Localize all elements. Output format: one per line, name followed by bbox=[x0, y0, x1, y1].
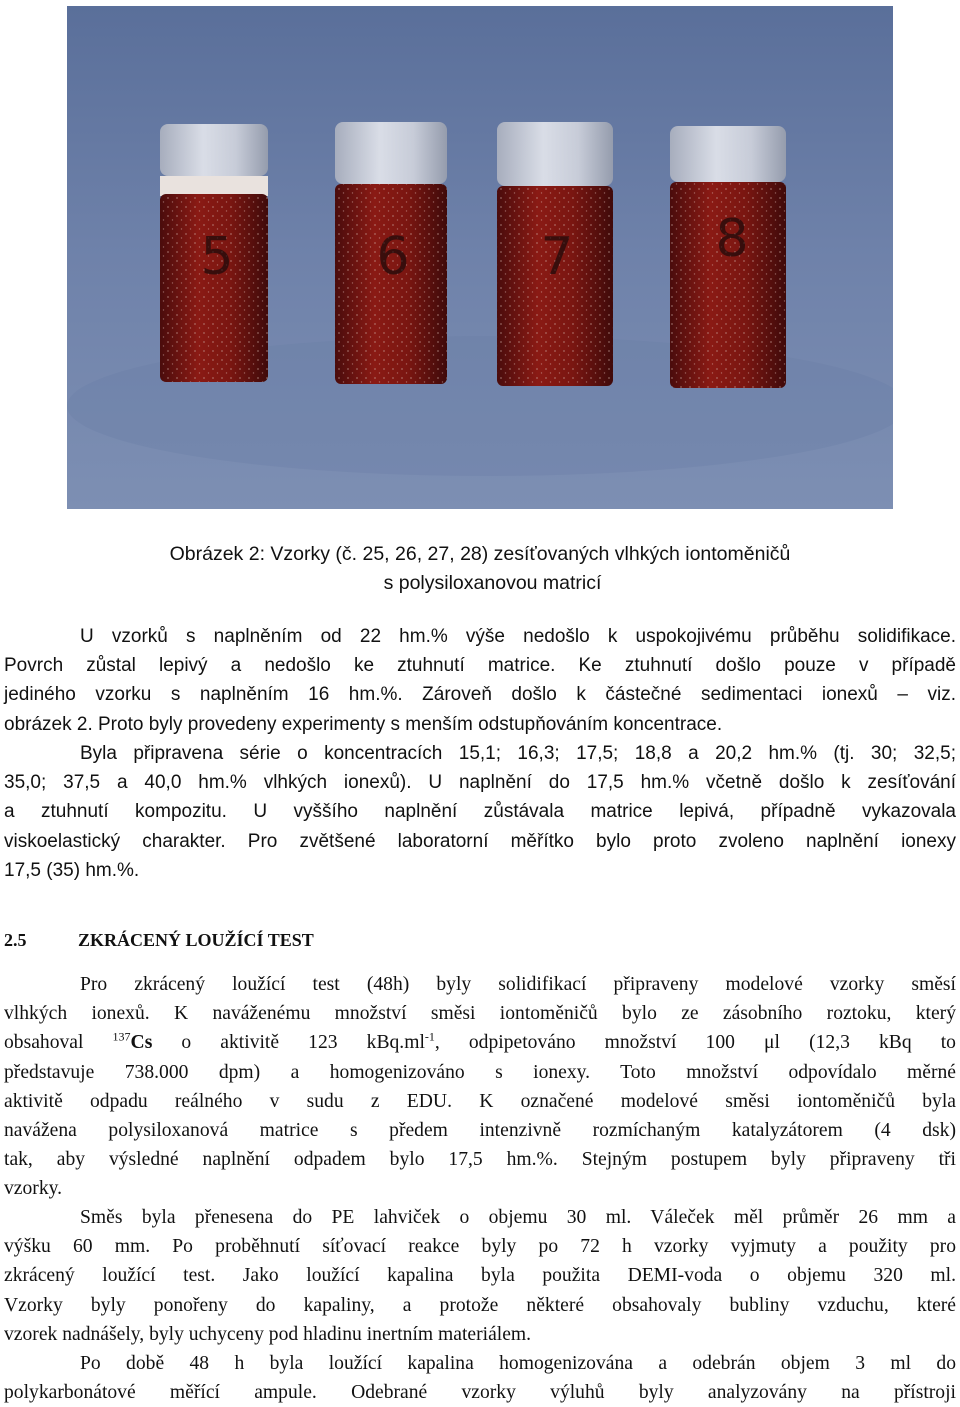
text-line: Povrch zůstal lepivý a nedošlo ke ztuhnutí matrice. Ke ztuhnutí došlo pouze v případě bbox=[4, 655, 956, 677]
svg-text:7: 7 bbox=[540, 227, 574, 287]
text-line: představuje 738.000 dpm) a homogenizováno s ionexy. Toto množství odpovídalo měrné bbox=[4, 1061, 956, 1083]
paragraph-4 bbox=[4, 1203, 956, 1349]
section-heading bbox=[4, 930, 314, 951]
text-line: obrázek 2. Proto byly provedeny experimenty s menším odstupňováním koncentrace. bbox=[4, 713, 723, 735]
text-line: Byla připravena série o koncentracích 15,1; 16,3; 17,5; 18,8 a 20,2 hm.% (tj. 30; 32,5; bbox=[80, 743, 956, 764]
sample-vials-photo bbox=[67, 6, 893, 509]
text-line: vlhkých ionexů. K naváženému množství směsi iontoměničů bylo ze zásobního roztoku, který bbox=[4, 1003, 956, 1025]
text-line: Vzorky byly ponořeny do kapaliny, a protože některé obsahovaly bubliny vzduchu, které bbox=[4, 1294, 956, 1316]
caption-line-2: s polysiloxanovou matricí bbox=[383, 572, 602, 594]
text-line: 17,5 (35) hm.%. bbox=[4, 859, 140, 881]
svg-text:6: 6 bbox=[376, 227, 410, 287]
paragraph-1 bbox=[4, 622, 956, 739]
text-line: Po době 48 h byla loužící kapalina homogenizována a odebrán objem 3 ml do bbox=[80, 1353, 956, 1374]
text-line: Směs byla přenesena do PE lahviček o objemu 30 ml. Váleček měl průměr 26 mm a bbox=[80, 1207, 956, 1228]
paragraph-2 bbox=[4, 739, 956, 885]
paragraph-5 bbox=[4, 1349, 956, 1407]
section-number: 2.5 bbox=[4, 930, 27, 950]
text-line: zkrácený loužící test. Jako loužící kapalina byla použita DEMI-voda o objemu 320 ml. bbox=[4, 1265, 956, 1287]
text-line: 35,0; 37,5 a 40,0 hm.% vlhkých ionexů). U naplnění do 17,5 hm.% včetně došlo k zesíťování bbox=[4, 772, 956, 794]
figure-caption bbox=[0, 540, 960, 598]
text-line: Pro zkrácený loužící test (48h) byly solidifikací připraveny modelové vzorky směsí bbox=[80, 974, 956, 995]
text-line: navážena polysiloxanová matrice s předem intenzivně rozmíchaným katalyzátorem (4 dsk) bbox=[4, 1119, 956, 1141]
text-line: vzorek nadnášely, byly uchyceny pod hladinu inertním materiálem. bbox=[4, 1323, 532, 1345]
section-title: ZKRÁCENÝ LOUŽÍCÍ TEST bbox=[78, 930, 314, 950]
svg-text:5: 5 bbox=[200, 227, 234, 287]
text-line: U vzorků s naplněním od 22 hm.% výše nedošlo k uspokojivému průběhu solidifikace. bbox=[80, 626, 956, 647]
vial-6 bbox=[335, 122, 447, 384]
paragraph-3 bbox=[4, 970, 956, 1204]
text-line: a ztuhnutí kompozitu. U vyššího naplnění zůstávala matrice lepivá, případně vykazovala bbox=[4, 801, 956, 823]
vial-7 bbox=[497, 122, 613, 386]
text-line: jediného vzorku s naplněním 16 hm.%. Zároveň došlo k částečné sedimentaci ionexů – viz. bbox=[4, 684, 956, 706]
svg-text:8: 8 bbox=[715, 209, 749, 269]
text-line-isotope: obsahoval $^{137}$Cs o aktivitě 123 $kBq.ml^{-1}$, odpipetováno množství 100 μl (12,3 kBq to bbox=[4, 1029, 956, 1054]
text-line: aktivitě odpadu reálného v sudu z EDU. K označené modelové směsi iontoměničů byla bbox=[4, 1090, 956, 1112]
text-line: polykarbonátové měřící ampule. Odebrané vzorky výluhů byly analyzovány na přístroji bbox=[4, 1382, 956, 1404]
text-line: viskoelastický charakter. Pro zvětšené laboratorní měřítko bylo proto zvoleno naplnění ionexy bbox=[4, 830, 956, 852]
vial-5 bbox=[160, 124, 268, 382]
vial-8 bbox=[670, 126, 786, 388]
text-line: výšku 60 mm. Po proběhnutí síťovací reakce byly po 72 h vzorky vyjmuty a použity pro bbox=[4, 1236, 956, 1258]
text-line: vzorky. bbox=[4, 1178, 63, 1200]
caption-line-1: Obrázek 2: Vzorky (č. 25, 26, 27, 28) zesíťovaných vlhkých iontoměničů bbox=[169, 543, 791, 565]
text-line: tak, aby výsledné naplnění odpadem bylo 17,5 hm.%. Stejným postupem byly připraveny tři bbox=[4, 1149, 956, 1171]
